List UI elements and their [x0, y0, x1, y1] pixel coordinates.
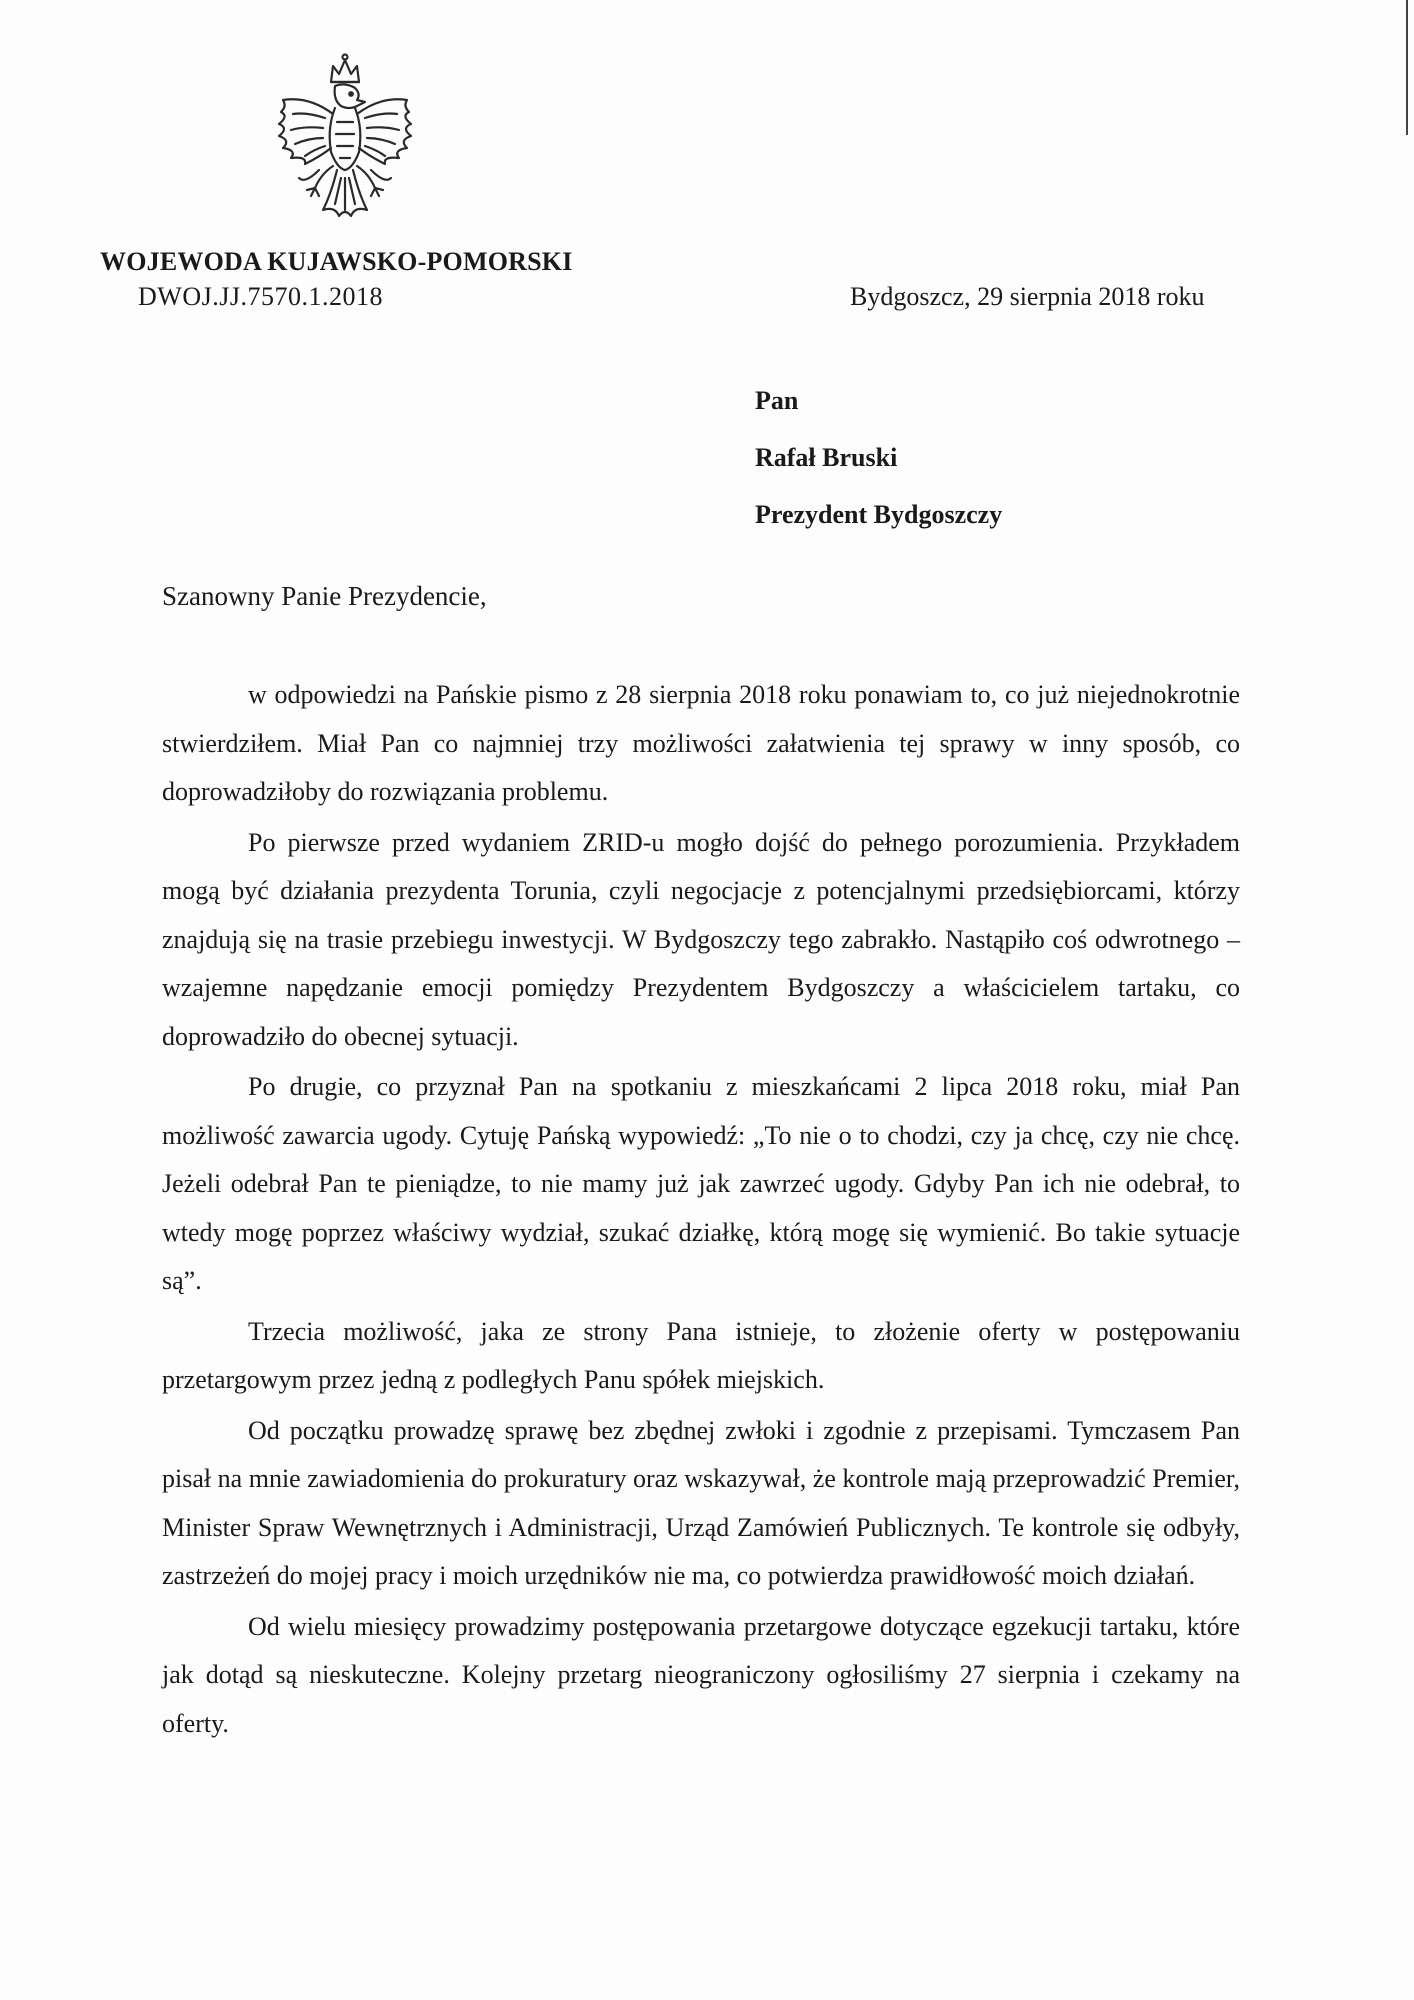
body-paragraph: w odpowiedzi na Pańskie pismo z 28 sierpnia 2018 roku ponawiam to, co już niejednokrotnie stwierdziłem. Miał Pan co najmniej trzy możliwości załatwienia tej sprawy w inny sposób, co doprowadziłoby do rozwiązania problemu. — [162, 680, 1240, 806]
letter-body — [162, 671, 1240, 1748]
scan-edge-line — [1406, 0, 1408, 135]
body-paragraph: Trzecia możliwość, jaka ze strony Pana istnieje, to złożenie oferty w postępowaniu przetargowym przez jedną z podległych Panu spółek miejskich. — [162, 1316, 1240, 1394]
body-paragraph: Od wielu miesięcy prowadzimy postępowania przetargowe dotyczące egzekucji tartaku, które jak dotąd są nieskuteczne. Kolejny przetarg nieograniczony ogłosiliśmy 27 sierpnia i czekamy na oferty. — [162, 1611, 1240, 1738]
dateline: Bydgoszcz, 29 sierpnia 2018 roku — [850, 282, 1205, 311]
body-paragraph: Po pierwsze przed wydaniem ZRID-u mogło dojść do pełnego porozumienia. Przykładem mogą być działania prezydenta Torunia, czyli negocjacje z potencjalnymi przedsiębiorcami, którzy znajdują się na trasie przebiegu inwestycji. W Bydgoszczy tego zabrakło. Nastąpiło coś odwrotnego – wzajemne napędzanie emocji pomiędzy Prezydentem Bydgoszczy a właścicielem tartaku, co doprowadziło do obecnej sytuacji. — [162, 827, 1240, 1051]
office-title: WOJEWODA KUJAWSKO-POMORSKI — [100, 247, 573, 276]
body-paragraph: Po drugie, co przyznał Pan na spotkaniu z mieszkańcami 2 lipca 2018 roku, miał Pan możliwość zawarcia ugody. Cytuję Pańską wypowiedź: „To nie o to chodzi, czy ja chcę, czy nie chcę. Jeżeli odebrał Pan te pieniądze, to nie mamy już jak zawrzeć ugody. Gdyby Pan ich nie odebrał, to wtedy mogę poprzez właściwy wydział, szukać działkę, którą mogę się wymienić. Bo takie sytuacje są”. — [162, 1072, 1240, 1295]
addressee-line: Pan — [755, 386, 799, 415]
addressee-name: Rafał Bruski — [755, 443, 898, 472]
addressee-title: Prezydent Bydgoszczy — [755, 500, 1003, 529]
reference-number: DWOJ.JJ.7570.1.2018 — [138, 282, 383, 311]
addressee-block — [755, 386, 1002, 557]
body-paragraph: Od początku prowadzę sprawę bez zbędnej zwłoki i zgodnie z przepisami. Tymczasem Pan pisał na mnie zawiadomienia do prokuratury oraz wskazywał, że kontrole mają przeprowadzić Premier, Minister Spraw Wewnętrznych i Administracji, Urząd Zamówień Publicznych. Te kontrole się odbyły, zastrzeżeń do mojej pracy i moich urzędników nie ma, co potwierdza prawidłowość moich działań. — [162, 1415, 1240, 1590]
polish-eagle-emblem-icon — [265, 52, 425, 234]
salutation: Szanowny Panie Prezydencie, — [162, 581, 487, 611]
